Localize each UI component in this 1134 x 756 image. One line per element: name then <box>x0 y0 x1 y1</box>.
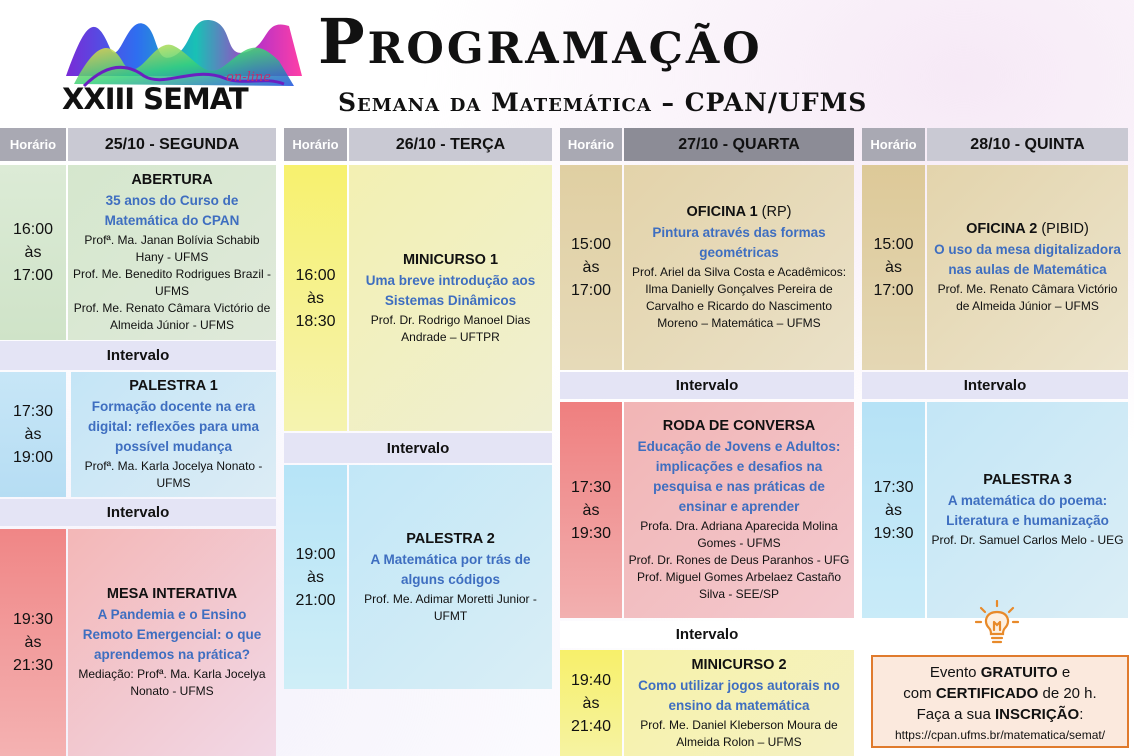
event-person: Profa. Dra. Adriana Aparecida Molina Gomes - UFMS <box>640 519 838 550</box>
info-text: : <box>1079 706 1084 723</box>
logo-online-tag: on-line <box>226 70 271 85</box>
lightbulb-icon <box>975 600 1019 646</box>
event-title: PALESTRA 3 <box>983 472 1072 488</box>
day4-interval-1: Intervalo <box>862 372 1128 399</box>
event-subtitle: A Matemática por trás de alguns códigos <box>370 551 531 587</box>
time-sep: às <box>24 244 42 261</box>
event-title-tag: (RP) <box>757 204 792 220</box>
day4-s2-event <box>927 402 1128 618</box>
info-bold-registration: INSCRIÇÃO <box>995 706 1080 723</box>
info-line-2 <box>873 683 1127 704</box>
event-subtitle: Como utilizar jogos autorais no ensino da matemática <box>638 677 840 713</box>
time-sep: às <box>582 259 600 276</box>
event-person: Prof. Me. Daniel Kleberson Moura de Almeida Rolon – UFMS <box>640 717 838 749</box>
time-start: 17:30 <box>12 403 54 420</box>
day1-header: 25/10 - SEGUNDA <box>68 128 276 161</box>
event-person: Prof. Me. Benedito Rodrigues Brazil - UFMS <box>72 267 272 298</box>
event-title: MINICURSO 1 <box>402 251 499 268</box>
info-bold-certificate: CERTIFICADO <box>935 685 1039 702</box>
info-line-3 <box>873 704 1127 725</box>
time-start: 16:00 <box>12 221 54 238</box>
event-subtitle: A matemática do poema: Literatura e humanização <box>946 493 1109 528</box>
event-title: RODA DE CONVERSA <box>662 418 816 434</box>
day3-header: 27/10 - QUARTA <box>624 128 854 161</box>
info-bold-free: GRATUITO <box>980 664 1058 681</box>
day1-s1-time <box>0 165 66 340</box>
page-title: Programação <box>318 5 763 78</box>
day3-s3-event <box>624 650 854 756</box>
info-line-1 <box>873 662 1127 683</box>
time-start: 16:00 <box>295 266 336 284</box>
horario-header-day4: Horário <box>862 128 925 161</box>
day1-interval-2: Intervalo <box>0 499 276 526</box>
time-end: 21:30 <box>12 657 54 674</box>
day2-interval-1: Intervalo <box>284 433 552 463</box>
time-start: 19:00 <box>295 545 336 563</box>
registration-link[interactable]: https://cpan.ufms.br/matematica/semat/ <box>894 728 1106 742</box>
day3-s1-event <box>624 165 854 370</box>
event-title: MINICURSO 2 <box>691 656 787 673</box>
event-title: PALESTRA 2 <box>406 530 495 547</box>
day1-s2-time <box>0 372 66 497</box>
time-end: 18:30 <box>295 312 336 330</box>
horario-header-day3: Horário <box>560 128 622 161</box>
info-text: e <box>1057 664 1071 681</box>
time-end: 19:30 <box>873 524 914 542</box>
time-end: 21:40 <box>570 717 612 735</box>
event-person: Prof. Dr. Samuel Carlos Melo - UEG <box>931 533 1124 547</box>
day4-header: 28/10 - QUINTA <box>927 128 1128 161</box>
logo-text: XXIII SEMAT <box>62 82 248 116</box>
day3-s3-time <box>560 650 622 756</box>
event-title <box>686 203 791 222</box>
time-start: 17:30 <box>873 478 914 496</box>
day4-s2-time <box>862 402 925 618</box>
event-subtitle: O uso da mesa digitalizadora nas aulas de Matemática <box>934 242 1121 277</box>
day1-s2-event <box>71 372 276 497</box>
registration-info-box <box>871 655 1129 748</box>
event-person: Prof. Dr. Rodrigo Manoel Dias Andrade – UFTPR <box>370 312 531 344</box>
time-sep: às <box>24 634 42 651</box>
event-subtitle: Educação de Jovens e Adultos: implicações e desafios na pesquisa e nas práticas de ensinar e aprender <box>637 439 841 514</box>
day3-interval-1: Intervalo <box>560 372 854 399</box>
event-subtitle: Uma breve introdução aos Sistemas Dinâmicos <box>365 272 536 308</box>
info-text: com <box>903 685 936 702</box>
event-person: Profª. Ma. Karla Jocelya Nonato - UFMS <box>84 459 263 490</box>
event-person: Prof. Me. Adimar Moretti Junior - UFMT <box>364 591 537 623</box>
event-person: Prof. Me. Renato Câmara Victório de Almeida Júnior – UFMS <box>937 282 1118 313</box>
day3-s1-time <box>560 165 622 370</box>
time-start: 17:30 <box>570 478 612 496</box>
time-sep: às <box>307 289 324 307</box>
day2-s2-event <box>349 465 552 689</box>
day3-s2-event <box>624 402 854 618</box>
time-start: 15:00 <box>873 236 914 253</box>
event-subtitle: Pintura através das formas geométricas <box>652 225 826 260</box>
info-text: Evento <box>929 664 981 681</box>
day2-s1-time <box>284 165 347 431</box>
time-end: 19:00 <box>12 449 54 466</box>
event-subtitle: A Pandemia e o Ensino Remoto Emergencial: o que aprendemos na prática? <box>82 607 262 662</box>
time-end: 17:00 <box>570 282 612 299</box>
horario-header-day2: Horário <box>284 128 347 161</box>
time-start: 15:00 <box>570 236 612 253</box>
day4-s1-time <box>862 165 925 370</box>
event-person: Prof. Dr. Rones de Deus Paranhos - UFG <box>628 553 850 567</box>
event-person: Mediação: Profª. Ma. Karla Jocelya Nonato - UFMS <box>78 667 266 698</box>
time-start: 19:40 <box>570 671 612 689</box>
time-sep: às <box>885 501 902 519</box>
day2-s2-time <box>284 465 347 689</box>
time-sep: às <box>582 694 600 712</box>
time-end: 21:00 <box>295 591 336 609</box>
event-title: PALESTRA 1 <box>129 378 218 394</box>
event-title-tag: (PIBID) <box>1037 221 1089 237</box>
day4-s1-event <box>927 165 1128 370</box>
time-end: 19:30 <box>570 524 612 542</box>
time-sep: às <box>24 426 42 443</box>
event-subtitle: Formação docente na era digital: reflexões para uma possível mudança <box>87 399 260 454</box>
event-title-text: OFICINA 1 <box>686 204 758 220</box>
event-person: Prof. Ariel da Silva Costa e Acadêmicos: Ilma Danielly Gonçalves Pereira de Carvalho e Ricardo do Nascimento Moreno – Matemática – UFMS <box>631 265 847 330</box>
event-title: ABERTURA <box>131 172 213 188</box>
day1-interval-1: Intervalo <box>0 341 276 370</box>
time-start: 19:30 <box>12 611 54 628</box>
event-title-text: OFICINA 2 <box>966 221 1038 237</box>
time-sep: às <box>307 568 324 586</box>
event-person: Prof. Me. Renato Câmara Victório de Almeida Júnior - UFMS <box>73 301 271 332</box>
day3-s2-time <box>560 402 622 618</box>
event-person: Profª. Ma. Janan Bolívia Schabib Hany - UFMS <box>84 233 260 264</box>
event-subtitle: 35 anos do Curso de Matemática do CPAN <box>104 193 240 228</box>
time-end: 17:00 <box>12 267 54 284</box>
horario-header-day1: Horário <box>0 128 66 161</box>
event-person: Prof. Miguel Gomes Arbelaez Castaño Silva - SEE/SP <box>636 570 842 601</box>
info-text: Faça a sua <box>916 706 996 723</box>
page-subtitle: Semana da Matemática – CPAN/UFMS <box>338 88 868 117</box>
time-sep: às <box>582 501 600 519</box>
day2-header: 26/10 - TERÇA <box>349 128 552 161</box>
info-text: de 20 h. <box>1038 685 1097 702</box>
day1-s1-event <box>68 165 276 340</box>
day1-s3-event <box>68 529 276 756</box>
day3-interval-2: Intervalo <box>560 621 854 648</box>
event-title <box>966 220 1089 239</box>
day1-s3-time <box>0 529 66 756</box>
time-sep: às <box>885 259 902 276</box>
day2-s1-event <box>349 165 552 431</box>
event-title: MESA INTERATIVA <box>106 586 238 602</box>
time-end: 17:00 <box>873 282 914 299</box>
